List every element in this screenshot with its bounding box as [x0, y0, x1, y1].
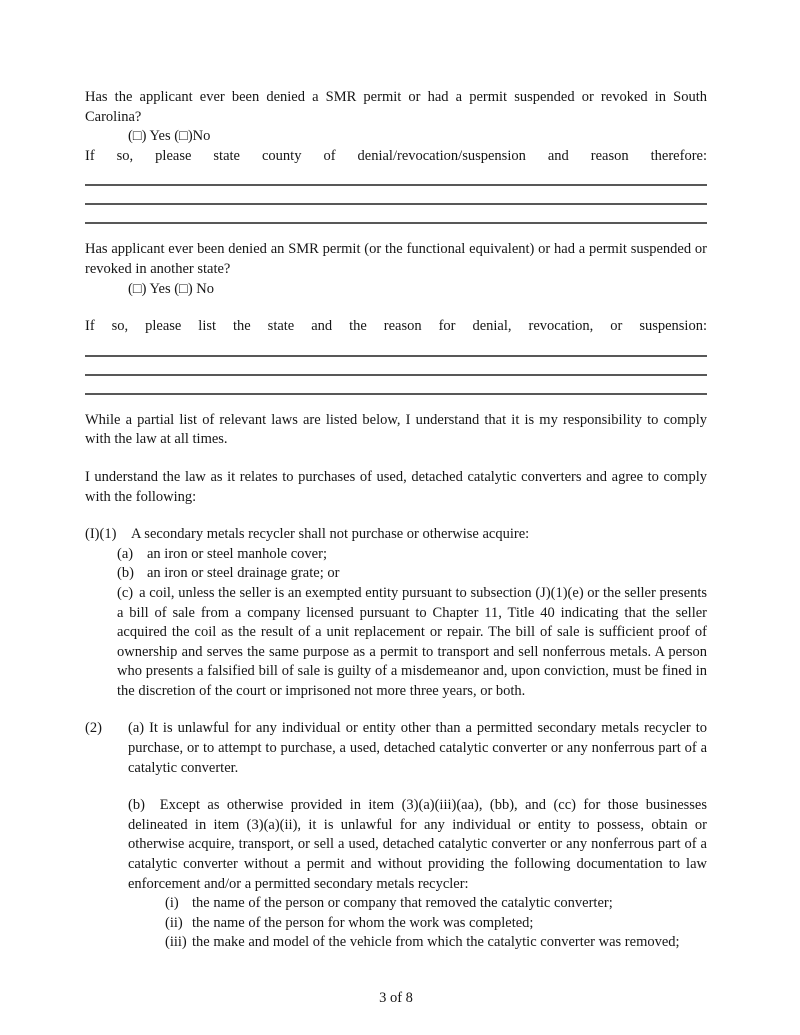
roman-item-i — [165, 894, 707, 914]
q1-prompt: If so, please state county of denial/revocation/suspension and reason therefore: — [85, 147, 707, 164]
list-marker-b: (b) — [117, 565, 134, 582]
roman-item-ii-text: the name of the person for whom the work was completed; — [192, 914, 534, 931]
q2-prompt: If so, please list the state and the reason for denial, revocation, or suspension: — [85, 318, 707, 335]
roman-item-iii — [165, 933, 707, 953]
answer-line[interactable] — [85, 357, 707, 376]
list-item-I1 — [85, 525, 707, 545]
list-item-a — [117, 545, 707, 565]
q1-answer-lines — [85, 167, 707, 224]
q1-yes-no-checkbox-row[interactable]: (□) Yes (□)No — [128, 128, 211, 145]
roman-marker-i: (i) — [165, 895, 179, 912]
question-1: Has the applicant ever been denied a SMR permit or had a permit suspended or revoked in South Carolina? — [85, 89, 707, 125]
answer-line[interactable] — [85, 167, 707, 186]
item-2a-paragraph: (a) It is unlawful for any individual or entity other than a permitted secondary metals recycler to purchase, or to attempt to purchase, a used, detached catalytic converter or any nonferrous part of a catalytic converter. — [128, 720, 707, 776]
answer-line[interactable] — [85, 376, 707, 395]
q2-yes-no-checkbox-row[interactable]: (□) Yes (□) No — [128, 280, 214, 297]
sublist-I1 — [117, 545, 707, 584]
paragraph-understanding: I understand the law as it relates to purchases of used, detached catalytic converters and agree to comply with the following: — [85, 468, 707, 505]
list-item-2 — [85, 719, 707, 953]
roman-marker-iii: (iii) — [165, 934, 187, 951]
list-marker-I1: (I)(1) — [85, 526, 117, 543]
q2-answer-lines — [85, 338, 707, 395]
paragraph-responsibility: While a partial list of relevant laws are listed below, I understand that it is my responsibility to comply with the law at all times. — [85, 411, 707, 448]
list-marker-2: (2) — [85, 720, 102, 737]
list-item-b — [117, 564, 707, 584]
answer-line[interactable] — [85, 338, 707, 357]
page-number: 3 of 8 — [379, 990, 413, 1007]
list-item-c-text: a coil, unless the seller is an exempted entity pursuant to subsection (J)(1)(e) or the seller presents a bill of sale from a company licensed pursuant to Chapter 11, Title 40 indicating that the seller acquired the coil as the result of a unit replacement or repair. The bill of sale is sufficient proof of ownership and serves the same purpose as a permit to transport and sell nonferrous metals. A person who presents a falsified bill of sale is guilty of a misdemeanor and, upon conviction, must be fined in the discretion of the court or imprisoned not more three years, or both. — [117, 584, 707, 699]
question-2: Has applicant ever been denied an SMR permit (or the functional equivalent) or had a permit suspended or revoked in another state? — [85, 241, 707, 277]
list-item-c — [117, 584, 707, 702]
list-marker-a: (a) — [117, 545, 134, 562]
answer-line[interactable] — [85, 205, 707, 224]
roman-item-i-text: the name of the person or company that removed the catalytic converter; — [192, 895, 613, 912]
item-2b-paragraph: (b) Except as otherwise provided in item (3)(a)(iii)(aa), (bb), and (cc) for those businesses delineated in item (3)(a)(ii), it is unlawful for any individual or entity to possess, obtain or otherwise acquire, transport, or sell a used, detached catalytic converter or any nonferrous part of a catalytic converter without a permit and without providing the following documentation to law enforcement and/or a permitted secondary metals recycler: — [128, 797, 707, 892]
roman-marker-ii: (ii) — [165, 914, 183, 931]
list-item-a-text: an iron or steel manhole cover; — [147, 545, 327, 562]
list-item-b-text: an iron or steel drainage grate; or — [147, 565, 340, 582]
roman-list — [165, 894, 707, 953]
list-item-I1-text: A secondary metals recycler shall not purchase or otherwise acquire: — [131, 526, 530, 543]
roman-item-iii-text: the make and model of the vehicle from which the catalytic converter was removed; — [192, 934, 680, 951]
answer-line[interactable] — [85, 186, 707, 205]
list-marker-c: (c) — [117, 584, 134, 601]
roman-item-ii — [165, 914, 707, 934]
